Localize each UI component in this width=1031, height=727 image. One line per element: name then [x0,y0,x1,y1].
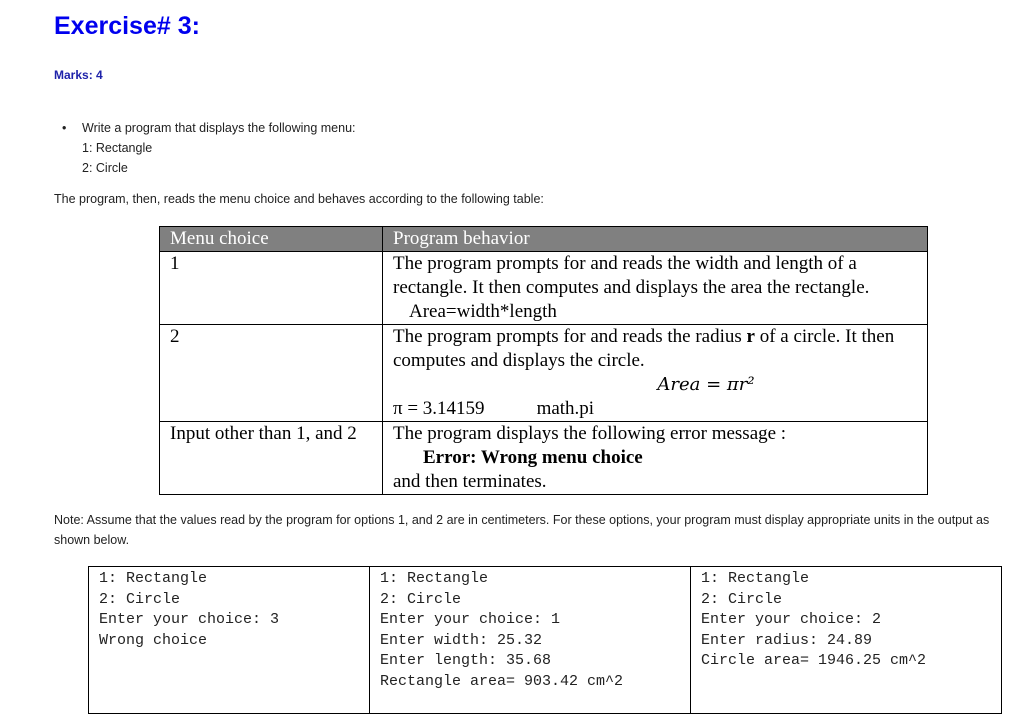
choice-cell: 1 [160,252,383,325]
output-line: Wrong choice [99,631,208,649]
behavior-text: The program displays the following error message : [393,423,787,444]
table-row [160,422,928,495]
output-line: 2: Circle [380,590,462,608]
output-line: Enter your choice: 3 [99,611,280,629]
menu-item-circle: 2: Circle [82,161,128,175]
area-formula-rect: Area=width*length [409,301,557,322]
output-line: 1: Rectangle [380,570,489,587]
bullet-text: Write a program that displays the following menu: [82,121,356,135]
terminates-text: and then terminates. [393,471,547,492]
behavior-table [159,226,928,495]
behavior-text: The program prompts for and reads the width and length of a rectangle. It then computes and displays the area the rectangle. [393,253,870,298]
area-formula-circle: Area = πr² [657,374,755,395]
pi-line [393,397,919,421]
menu-bullet [62,118,356,178]
behavior-cell [383,252,928,325]
behavior-cell [383,422,928,495]
table-header-row [160,227,928,252]
output-line: 2: Circle [701,590,783,608]
intro-text: The program, then, reads the menu choice and behaves according to the following table: [54,192,544,206]
pi-value: π = 3.14159 [393,398,485,419]
error-message: Error: Wrong menu choice [423,447,643,468]
output-line: Enter length: 35.68 [380,652,552,670]
output-sample-rectangle [370,567,691,713]
sample-output-box [88,566,1002,714]
table-row [160,325,928,422]
output-line: 1: Rectangle [99,570,208,587]
exercise-title: Exercise# 3: [54,12,200,40]
table-row [160,252,928,325]
note-text: Note: Assume that the values read by the program for options 1, and 2 are in centimeters. For these options, your program must display appropriate units in the output as shown below. [54,513,990,547]
marks-label: Marks: 4 [54,68,103,82]
choice-cell: 2 [160,325,383,422]
output-sample-circle [691,567,1001,713]
header-program-behavior: Program behavior [383,227,928,252]
output-line: 1: Rectangle [701,570,810,587]
behavior-text: The program prompts for and reads the radius r of a circle. It then computes and displays the circle. [393,326,895,371]
bullet-dot-icon: • [62,121,67,135]
output-line: Enter radius: 24.89 [701,631,873,649]
output-line: Enter your choice: 1 [380,611,561,629]
math-pi: math.pi [536,398,595,419]
output-sample-invalid [89,567,370,713]
output-line: Circle area= 1946.25 cm^2 [701,652,927,670]
menu-item-rectangle: 1: Rectangle [82,141,153,155]
output-line: Rectangle area= 903.42 cm^2 [380,672,624,690]
output-line: Enter width: 25.32 [380,631,543,649]
choice-cell: Input other than 1, and 2 [160,422,383,495]
behavior-cell [383,325,928,422]
output-line: 2: Circle [99,590,181,608]
output-line: Enter your choice: 2 [701,611,882,629]
header-menu-choice: Menu choice [160,227,383,252]
